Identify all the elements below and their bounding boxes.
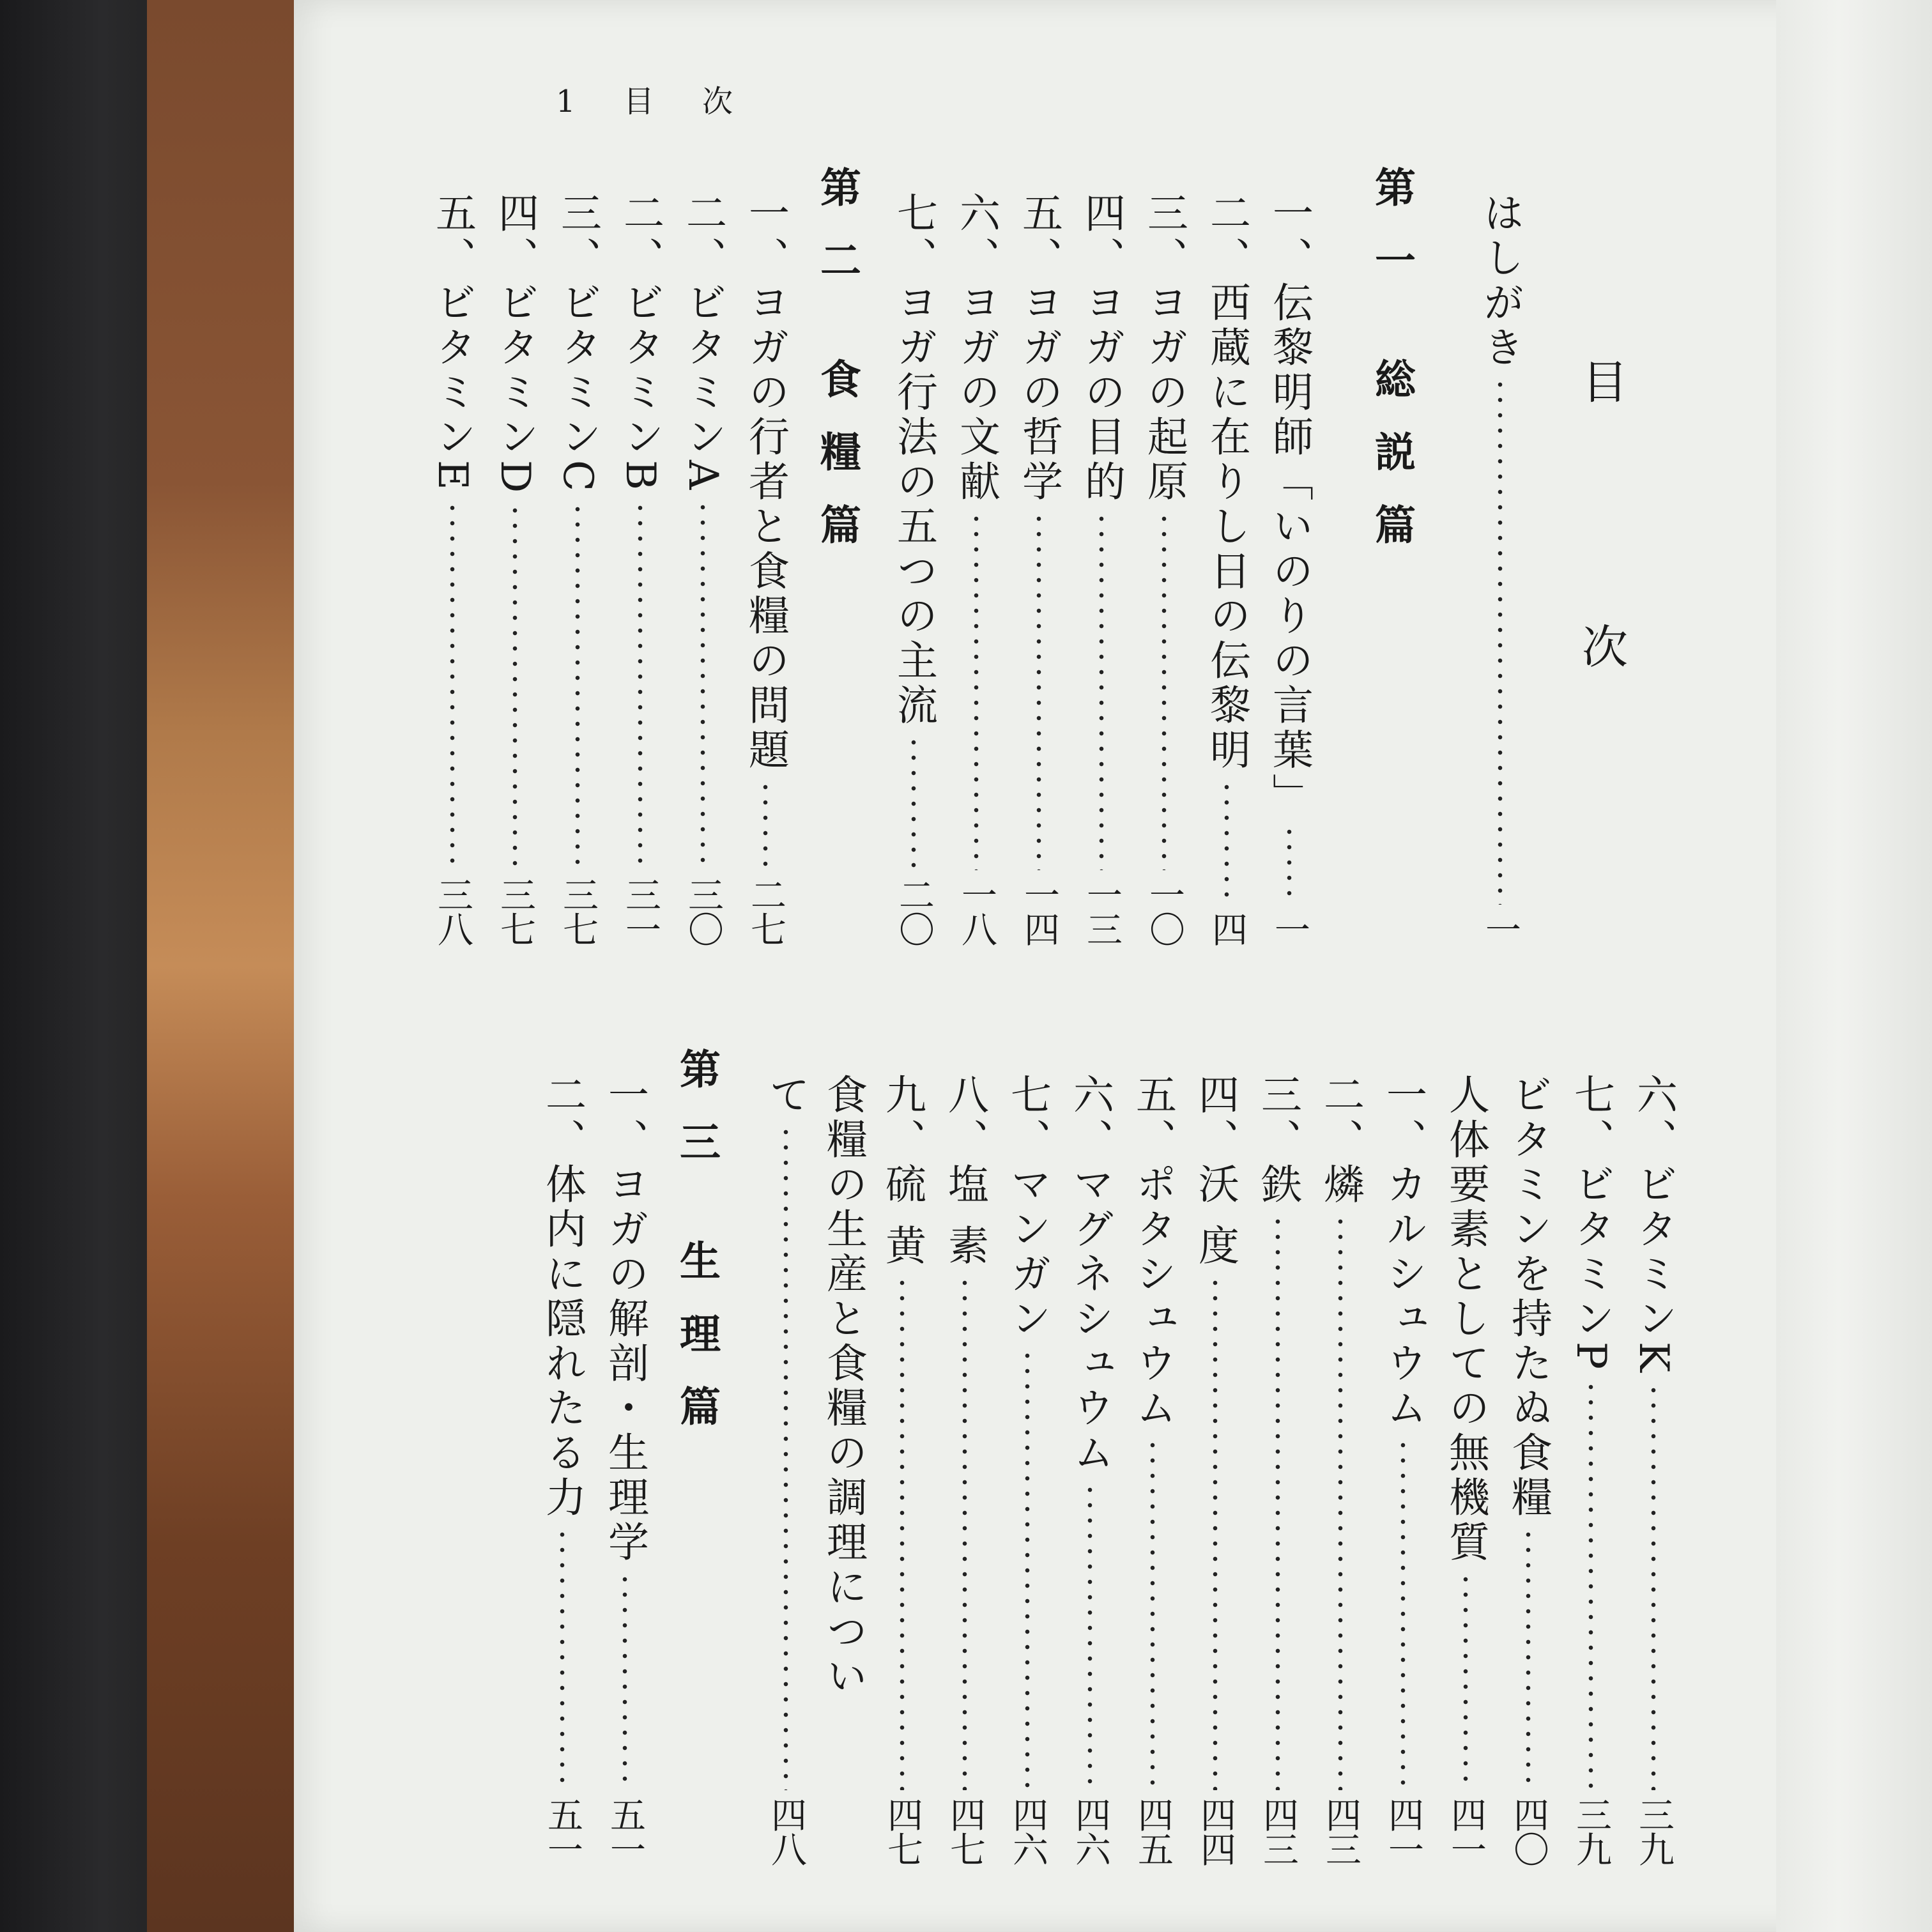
toc-page-number: 三八	[432, 877, 473, 946]
toc-entry-title: 六、ビタミンK	[1630, 1073, 1677, 1376]
toc-entry	[1476, 192, 1524, 946]
toc-entry	[1004, 1073, 1051, 1866]
toc-entry	[491, 192, 539, 946]
toc-entry-title: 四、ビタミンD	[491, 192, 539, 497]
toc-page-number: 二七	[745, 877, 786, 946]
toc-page-number: 五一	[604, 1797, 646, 1866]
toc-page-number: 四一	[1445, 1797, 1487, 1866]
leader-dots	[1036, 511, 1042, 870]
toc-entry	[1630, 1073, 1677, 1866]
toc-entry	[617, 192, 664, 946]
leader-dots	[899, 1275, 905, 1790]
toc-entry	[1203, 192, 1250, 946]
facing-page-edge	[1776, 0, 1932, 1932]
toc-entry-title: 一、伝黎明師「いのりの言葉」	[1266, 192, 1313, 818]
toc-entry	[679, 192, 726, 946]
toc-entry	[1442, 1073, 1489, 1866]
leader-dots	[783, 1124, 789, 1790]
toc-entry	[890, 192, 937, 946]
toc-entry-title: 七、マンガン	[1004, 1073, 1051, 1342]
toc-entry-title: 人体要素としての無機質	[1442, 1073, 1489, 1565]
toc-page-number: 四	[1206, 911, 1248, 946]
toc-entry	[601, 1073, 648, 1866]
leader-dots	[910, 735, 917, 870]
toc-entry-title: 六、マグネシュウム	[1066, 1073, 1114, 1476]
toc-entry	[1015, 192, 1062, 946]
toc-title: 目 次	[1574, 358, 1628, 771]
toc-entry-title: 二、西蔵に在りし日の伝黎明	[1203, 192, 1250, 773]
toc-entry-title: 五、ビタミンE	[429, 192, 476, 494]
section-heading	[1368, 166, 1416, 920]
toc-page-number: 四八	[765, 1797, 807, 1866]
toc-page-number: 四七	[882, 1797, 923, 1866]
toc-entry-title: 四、ヨガの目的	[1078, 192, 1125, 505]
leader-dots	[700, 500, 706, 870]
toc-entry	[1379, 1073, 1427, 1866]
toc-page-number: 三七	[494, 877, 536, 946]
section-heading	[813, 166, 861, 920]
toc-entry-title: 三、鉄	[1254, 1073, 1301, 1208]
leader-dots	[973, 511, 979, 870]
leader-dots	[512, 503, 518, 870]
toc-page-number: 三七	[557, 877, 599, 946]
toc-page-number: 二〇	[893, 877, 935, 946]
leader-dots	[559, 1527, 565, 1790]
toc-entry-title: 三、ビタミンC	[554, 192, 601, 495]
toc-page-number: 三一	[620, 877, 661, 946]
toc-entry-title: 三、ヨガの起原	[1140, 192, 1188, 505]
toc-entry	[820, 1073, 867, 1866]
leader-dots	[1400, 1438, 1406, 1790]
leader-dots	[962, 1275, 968, 1790]
toc-entry-title: 五、ポタシュウム	[1129, 1073, 1176, 1431]
toc-entry-title: 二、ビタミンA	[679, 192, 726, 494]
toc-entry	[1078, 192, 1125, 946]
toc-entry-title: 八、塩 素	[941, 1073, 988, 1269]
toc-entry-title: 二、体内に隠れたる力	[539, 1073, 586, 1521]
toc-entry	[1505, 1073, 1552, 1866]
toc-page-number: 一四	[1018, 877, 1060, 946]
leader-dots	[574, 502, 581, 870]
toc-entry	[1066, 1073, 1114, 1866]
toc-entry-title: 一、ヨガの行者と食糧の問題	[742, 192, 789, 773]
toc-entry	[742, 192, 789, 946]
leader-dots	[622, 1572, 628, 1790]
toc-entry	[429, 192, 476, 946]
toc-page-number: 四三	[1320, 1797, 1361, 1866]
leader-dots	[1149, 1438, 1156, 1790]
running-header: 1 目 次	[556, 84, 753, 119]
toc-page-number: 一	[1480, 911, 1521, 946]
toc-entry	[1567, 1073, 1614, 1866]
section-heading-text: 第二 食糧篇	[813, 166, 861, 577]
toc-entry-title: 七、ヨガ行法の五つの主流	[890, 192, 937, 728]
leader-dots	[1650, 1383, 1657, 1790]
toc-entry-title: 七、ビタミンP	[1567, 1073, 1614, 1374]
toc-entry	[1317, 1073, 1364, 1866]
toc-entry-title: 二、燐	[1317, 1073, 1364, 1208]
toc-entry	[1140, 192, 1188, 946]
leader-dots	[1588, 1379, 1594, 1790]
toc-entry	[878, 1073, 926, 1866]
leader-dots	[449, 500, 456, 870]
toc-page-number: 一	[1269, 911, 1310, 946]
toc-entry-title: はしがき	[1476, 192, 1524, 371]
toc-page-number: 一〇	[1144, 877, 1185, 946]
toc-page-number: 三九	[1633, 1797, 1675, 1866]
leader-dots	[1223, 779, 1230, 905]
leader-dots	[1337, 1214, 1344, 1790]
leader-dots	[762, 779, 769, 870]
toc-entry	[941, 1073, 988, 1866]
leader-dots	[1525, 1527, 1531, 1790]
toc-entry-title: 一、カルシュウム	[1379, 1073, 1427, 1431]
toc-entry	[554, 192, 601, 946]
toc-entry	[1266, 192, 1313, 946]
toc-page-number: 四四	[1195, 1797, 1236, 1866]
leader-dots	[1275, 1214, 1281, 1790]
toc-page-number: 四五	[1132, 1797, 1174, 1866]
toc-entry-title: 二、ビタミンB	[617, 192, 664, 494]
toc-entry-title: て	[762, 1073, 809, 1118]
leader-dots	[1087, 1482, 1093, 1790]
leader-dots	[1024, 1348, 1031, 1790]
toc-entry-title: 六、ヨガの文献	[953, 192, 1000, 505]
toc-page-number: 三九	[1570, 1797, 1612, 1866]
toc-page-number: 四〇	[1508, 1797, 1549, 1866]
toc-page-number: 四一	[1383, 1797, 1424, 1866]
toc-entry-title: ビタミンを持たぬ食糧	[1505, 1073, 1552, 1521]
toc-entry	[1254, 1073, 1301, 1866]
leader-dots	[1462, 1572, 1469, 1790]
toc-entry-title: 四、沃 度	[1192, 1073, 1239, 1269]
leader-dots	[1212, 1275, 1218, 1790]
toc-entry	[762, 1073, 809, 1866]
toc-page-number: 一八	[956, 877, 997, 946]
toc-page-number: 四六	[1070, 1797, 1111, 1866]
toc-entry	[1192, 1073, 1239, 1866]
section-heading-text: 第一 総説篇	[1368, 166, 1416, 577]
toc-page-number: 四六	[1007, 1797, 1048, 1866]
section-heading	[673, 1048, 721, 1840]
leader-dots	[1098, 511, 1105, 870]
leader-dots	[1497, 377, 1503, 905]
toc-entry-title: 一、ヨガの解剖・生理学	[601, 1073, 648, 1565]
toc-page-number: 一三	[1081, 877, 1123, 946]
toc-entry-title: 五、ヨガの哲学	[1015, 192, 1062, 505]
book-cover-edge	[147, 0, 294, 1932]
toc-page-number: 四七	[944, 1797, 986, 1866]
leader-dots	[1286, 824, 1292, 905]
toc-page-number: 三〇	[682, 877, 724, 946]
toc-entry	[539, 1073, 586, 1866]
toc-entry-title: 九、硫 黄	[878, 1073, 926, 1269]
toc-entry	[1129, 1073, 1176, 1866]
toc-entry-title: 食糧の生産と食糧の調理につい	[820, 1073, 867, 1699]
toc-page-number: 四三	[1257, 1797, 1299, 1866]
section-heading-text: 第三 生理篇	[673, 1048, 721, 1459]
leader-dots	[1161, 511, 1167, 870]
toc-page-number: 五一	[542, 1797, 583, 1866]
toc-entry	[953, 192, 1000, 946]
leader-dots	[637, 500, 643, 870]
